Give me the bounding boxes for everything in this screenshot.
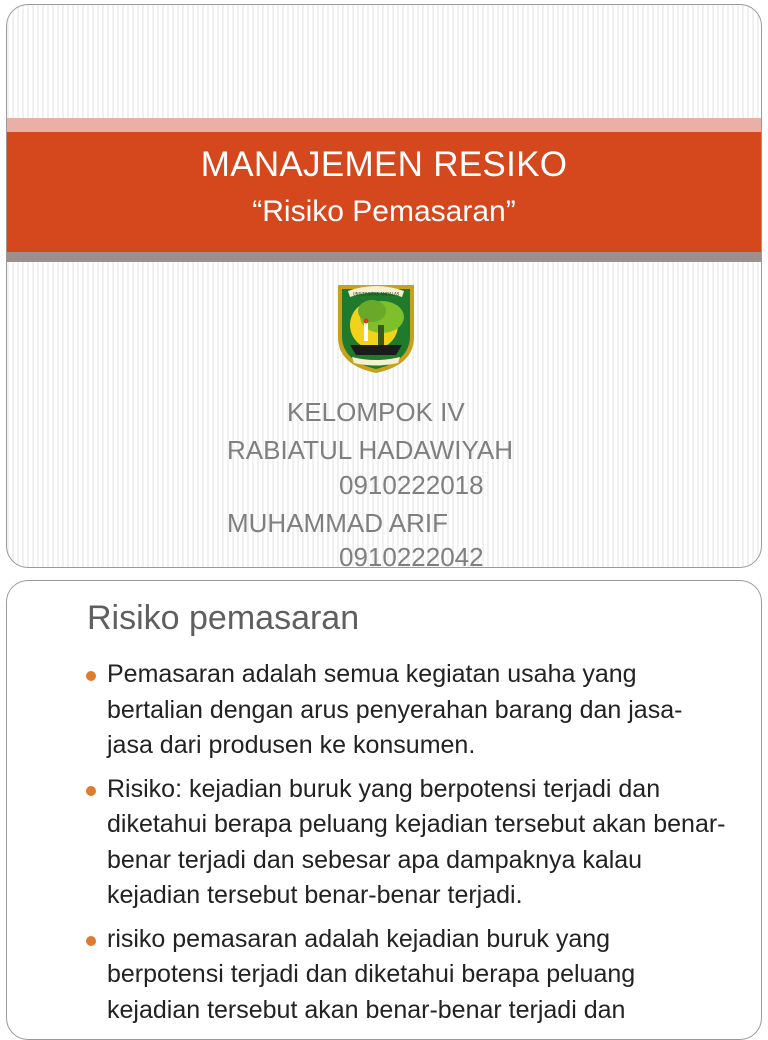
title-slide: [6, 4, 762, 568]
slide-subtitle: “Risiko Pemasaran”: [252, 195, 516, 228]
title-band-top-stripe: [7, 118, 761, 132]
content-slide: [6, 580, 762, 1040]
bullet-dot-icon: [86, 786, 96, 796]
slide-heading: Risiko pemasaran: [87, 599, 360, 637]
bullet-text: Risiko: kejadian buruk yang berpotensi terjadi dan diketahui berapa peluang kejadian tersebut akan benar-benar terjadi dan sebesar apa dampaknya kalau kejadian tersebut benar-benar terjadi.: [107, 774, 726, 909]
bullet-dot-icon: [86, 936, 96, 946]
bullet-item: [107, 657, 727, 764]
bullet-item: [107, 772, 727, 914]
bullet-item: [107, 922, 727, 1029]
university-logo-icon: [334, 279, 418, 375]
title-band-bottom-stripe: [7, 252, 761, 262]
bullet-list: [107, 657, 727, 1036]
member-nim-2: 0910222042: [339, 542, 484, 568]
logo-ribbon-text: UNIVERSITAS ANDALAS: [352, 291, 400, 297]
member-name-2: MUHAMMAD ARIF: [227, 508, 448, 538]
bullet-text: risiko pemasaran adalah kejadian buruk yang berpotensi terjadi dan diketahui berapa peluang kejadian tersebut akan benar-benar terjadi dan: [107, 924, 636, 1024]
bullet-text: Pemasaran adalah semua kegiatan usaha yang bertalian dengan arus penyerahan barang dan jasa-jasa dari produsen ke konsumen.: [107, 660, 683, 759]
slide-title: MANAJEMEN RESIKO: [200, 145, 568, 184]
bullet-dot-icon: [86, 671, 96, 681]
member-name-1: RABIATUL HADAWIYAH: [227, 435, 514, 465]
group-label: KELOMPOK IV: [287, 397, 465, 427]
member-nim-1: 0910222018: [339, 470, 484, 500]
